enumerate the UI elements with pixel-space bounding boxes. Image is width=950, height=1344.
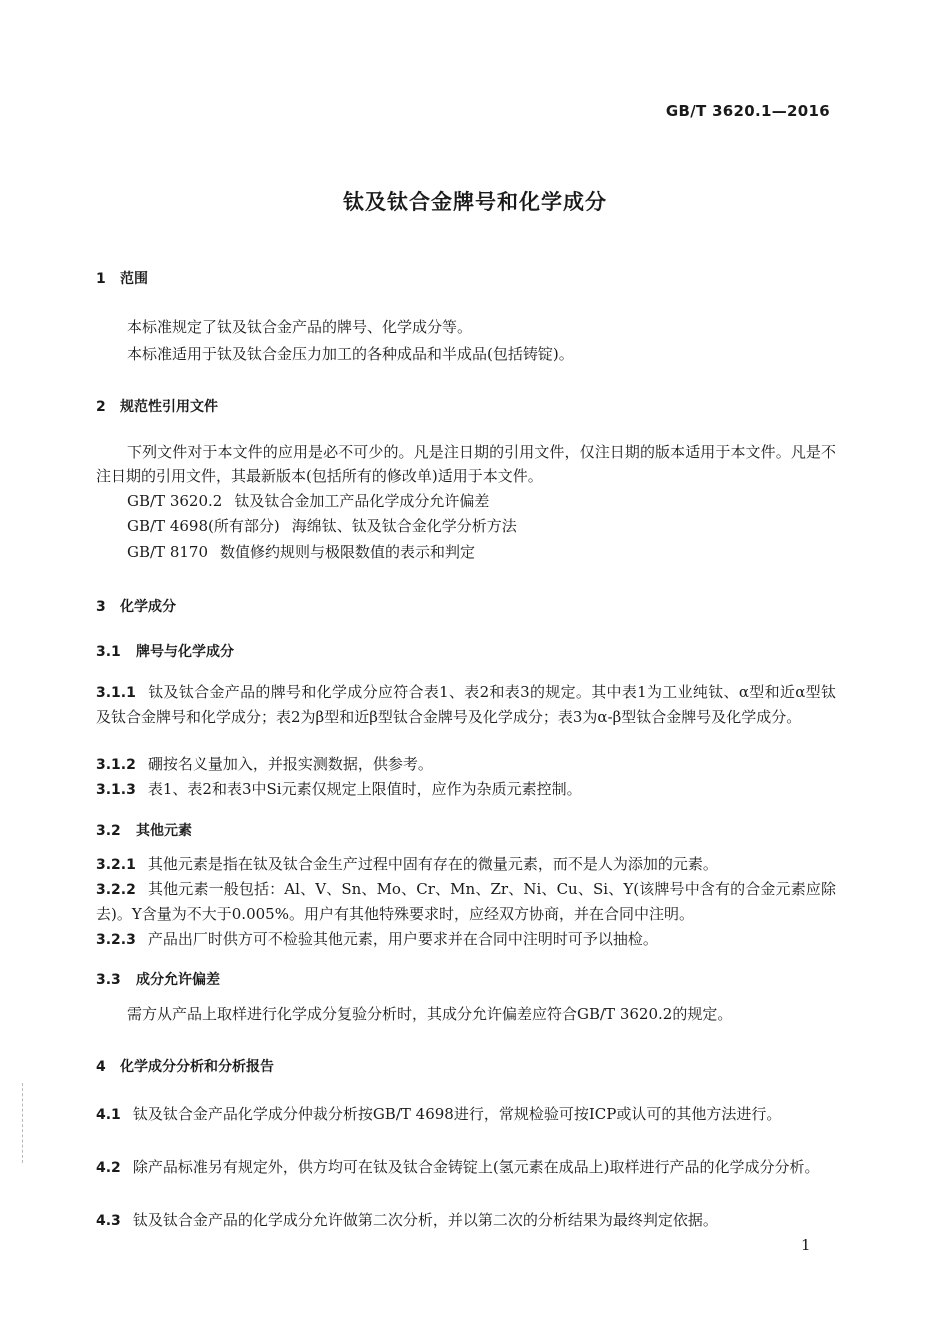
section-number: 1 — [96, 271, 106, 287]
page-number: 1 — [801, 1236, 811, 1254]
section-number: 3.3 — [96, 972, 121, 988]
clause-number: 3.2.1 — [96, 857, 136, 873]
scan-margin-mark — [22, 1083, 24, 1163]
clause-3-2-3 — [96, 927, 658, 952]
section-4-heading — [96, 1056, 274, 1076]
clause-number: 3.2.2 — [96, 882, 136, 898]
reference-item — [127, 489, 489, 513]
clause-number: 4.2 — [96, 1160, 121, 1176]
paragraph: 本标准规定了钛及钛合金产品的牌号、化学成分等。 — [127, 318, 473, 336]
section-title: 牌号与化学成分 — [136, 644, 234, 660]
section-number: 3.2 — [96, 823, 121, 839]
section-number: 4 — [96, 1059, 106, 1075]
section-title: 其他元素 — [136, 823, 192, 839]
clause-3-1-3 — [96, 777, 582, 802]
clause-number: 4.1 — [96, 1107, 121, 1123]
subsection-3-1-heading — [96, 641, 234, 661]
clause-3-2-1 — [96, 852, 718, 877]
paragraph: 下列文件对于本文件的应用是必不可少的。凡是注日期的引用文件，仅注日期的版本适用于本文件。凡是不注日期的引用文件，其最新版本(包括所有的修改单)适用于本文件。 — [96, 443, 836, 485]
section-2-heading — [96, 396, 218, 416]
clause-text: 其他元素是指在钛及钛合金生产过程中固有存在的微量元素，而不是人为添加的元素。 — [147, 855, 718, 873]
clause-text: 钛及钛合金产品的化学成分允许做第二次分析，并以第二次的分析结果为最终判定依据。 — [132, 1211, 718, 1229]
section-title: 化学成分分析和分析报告 — [120, 1059, 274, 1075]
reference-code: GB/T 8170 — [127, 543, 209, 561]
reference-title: 数值修约规则与极限数值的表示和判定 — [220, 543, 476, 561]
section-title: 规范性引用文件 — [120, 399, 218, 415]
section-title: 成分允许偏差 — [136, 972, 220, 988]
section-number: 2 — [96, 399, 106, 415]
reference-title: 钛及钛合金加工产品化学成分允许偏差 — [234, 492, 490, 510]
clause-text: 钛及钛合金产品化学成分仲裁分析按GB/T 4698进行，常规检验可按ICP或认可的其他方法进行。 — [132, 1105, 782, 1123]
clause-text: 硼按名义量加入，并报实测数据，供参考。 — [147, 755, 433, 773]
document-title: 钛及钛合金牌号和化学成分 — [343, 190, 607, 214]
section-number: 3 — [96, 599, 106, 615]
subsection-3-3-heading — [96, 969, 220, 989]
clause-number: 3.1.2 — [96, 757, 136, 773]
section-title: 范围 — [120, 271, 148, 287]
reference-item — [127, 514, 517, 538]
clause-text: 钛及钛合金产品的牌号和化学成分应符合表1、表2和表3的规定。其中表1为工业纯钛、α型和近α型钛及钛合金牌号和化学成分；表2为β型和近β型钛合金牌号及化学成分；表3为α-β型钛合金牌号及化学成分。 — [96, 683, 836, 726]
clause-number: 4.3 — [96, 1213, 121, 1229]
clause-number: 3.2.3 — [96, 932, 136, 948]
clause-text: 产品出厂时供方可不检验其他元素，用户要求并在合同中注明时可予以抽检。 — [147, 930, 658, 948]
clause-4-2 — [96, 1155, 836, 1180]
subsection-3-2-heading — [96, 820, 192, 840]
reference-code: GB/T 4698(所有部分) — [127, 517, 280, 535]
reference-item — [127, 540, 475, 564]
clause-4-3 — [96, 1208, 718, 1233]
reference-title: 海绵钛、钛及钛合金化学分析方法 — [291, 517, 517, 535]
section-3-heading — [96, 596, 176, 616]
paragraph: 本标准适用于钛及钛合金压力加工的各种成品和半成品(包括铸锭)。 — [127, 345, 574, 363]
section-1-heading — [96, 268, 148, 288]
clause-4-1 — [96, 1102, 836, 1127]
clause-text: 除产品标准另有规定外，供方均可在钛及钛合金铸锭上(氢元素在成品上)取样进行产品的化学成分分析。 — [132, 1158, 820, 1176]
reference-code: GB/T 3620.2 — [127, 492, 223, 510]
section-number: 3.1 — [96, 644, 121, 660]
clause-3-2-2 — [96, 877, 836, 926]
clause-3-1-1 — [96, 680, 836, 729]
clause-3-1-2 — [96, 752, 433, 777]
clause-number: 3.1.1 — [96, 685, 136, 701]
standard-code: GB/T 3620.1—2016 — [665, 102, 830, 120]
clause-text: 其他元素一般包括：Al、V、Sn、Mo、Cr、Mn、Zr、Ni、Cu、Si、Y(该牌号中含有的合金元素应除去)。Y含量为不大于0.005%。用户有其他特殊要求时，应经双方协商，并在合同中注明。 — [96, 880, 836, 923]
section-title: 化学成分 — [120, 599, 176, 615]
clause-number: 3.1.3 — [96, 782, 136, 798]
clause-text: 表1、表2和表3中Si元素仅规定上限值时，应作为杂质元素控制。 — [147, 780, 582, 798]
paragraph: 需方从产品上取样进行化学成分复验分析时，其成分允许偏差应符合GB/T 3620.2的规定。 — [127, 1005, 733, 1023]
